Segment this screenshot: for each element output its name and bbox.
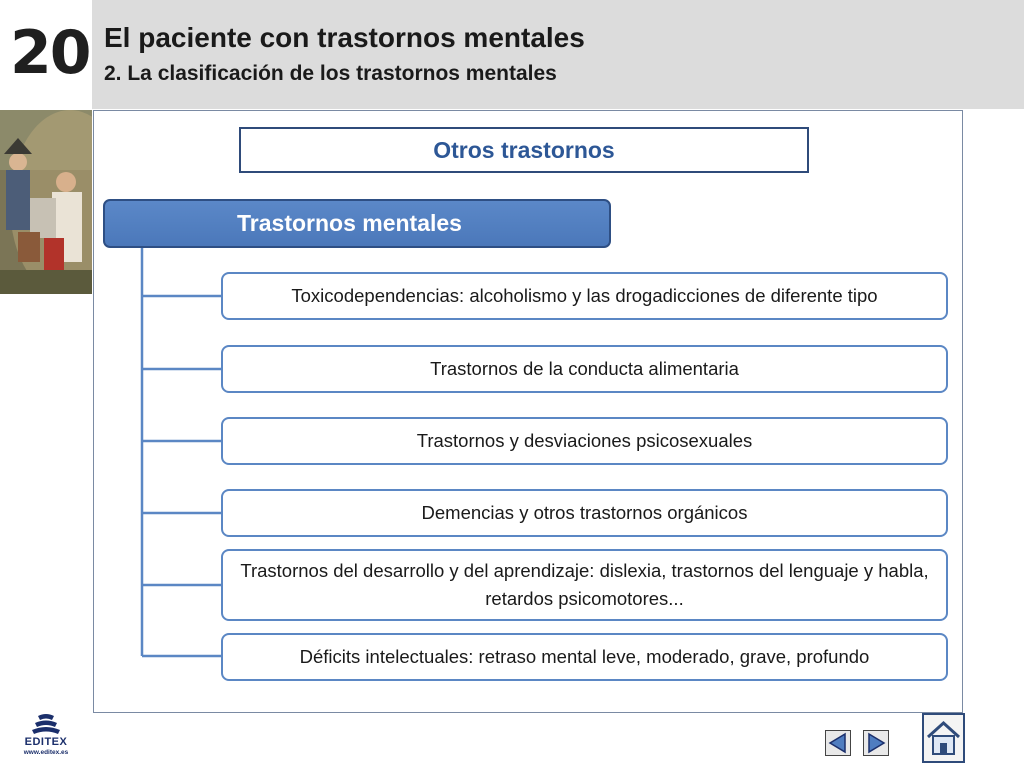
next-arrow-icon [864,731,888,755]
disorder-item-conducta-alimentaria: Trastornos de la conducta alimentaria [221,345,948,393]
prev-arrow-icon [826,731,850,755]
editex-logo-icon [16,712,76,738]
home-icon [924,715,963,761]
editex-logo-text: EDITEX [24,736,68,748]
next-slide-button[interactable] [863,730,889,756]
disorder-item-deficits-intelectuales: Déficits intelectuales: retraso mental leve, moderado, grave, profundo [221,633,948,681]
chapter-number: 20 [10,18,90,88]
editex-logo [16,712,76,762]
editex-logo-url: www.editex.es [23,749,69,756]
disorder-item-toxicodependencias: Toxicodependencias: alcoholismo y las drogadicciones de diferente tipo [221,272,948,320]
page-subtitle: 2. La clasificación de los trastornos mentales [104,62,557,85]
disorder-item-psicosexuales: Trastornos y desviaciones psicosexuales [221,417,948,465]
prev-slide-button[interactable] [825,730,851,756]
disorder-item-desarrollo-aprendizaje: Trastornos del desarrollo y del aprendizaje: dislexia, trastornos del lenguaje y habla, retardos psicomotores... [221,549,948,621]
mental-disorders-box: Trastornos mentales [103,199,611,248]
page-title: El paciente con trastornos mentales [104,22,585,53]
other-disorders-box: Otros trastornos [239,127,809,173]
disorder-item-demencias: Demencias y otros trastornos orgánicos [221,489,948,537]
home-button[interactable] [922,713,965,763]
